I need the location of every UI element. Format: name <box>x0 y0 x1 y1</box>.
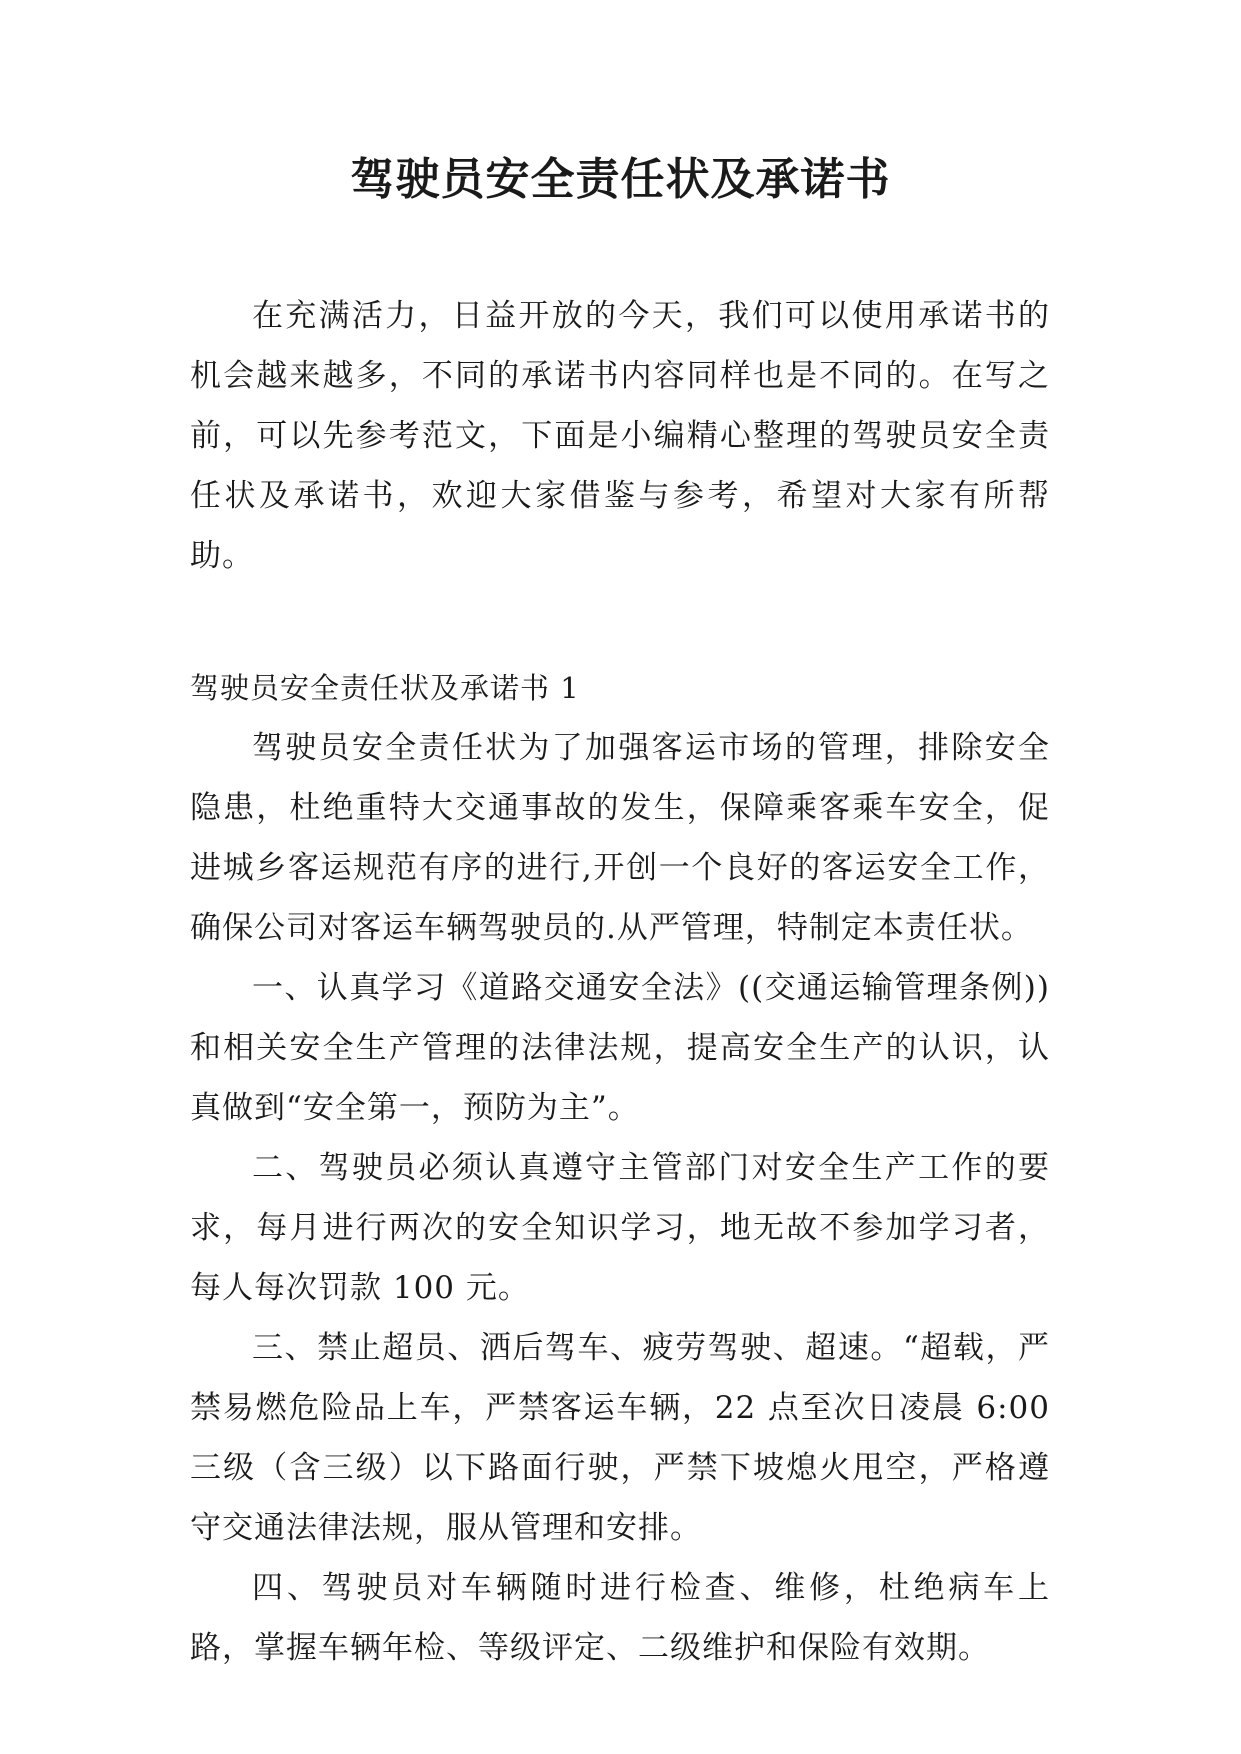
body-paragraph-1: 驾驶员安全责任状为了加强客运市场的管理，排除安全隐患，杜绝重特大交通事故的发生，保障乘客乘车安全，促进城乡客运规范有序的进行,开创一个良好的客运安全工作，确保公司对客运车辆驾驶员的.从严管理，特制定本责任状。 <box>190 730 1050 946</box>
body-paragraph-2: 一、认真学习《道路交通安全法》((交通运输管理条例))和相关安全生产管理的法律法规，提高安全生产的认识，认真做到“安全第一，预防为主”。 <box>190 970 1050 1126</box>
body-paragraph-3: 二、驾驶员必须认真遵守主管部门对安全生产工作的要求，每月进行两次的安全知识学习，地无故不参加学习者，每人每次罚款 100 元。 <box>190 1150 1050 1306</box>
document-body <box>190 286 1050 1678</box>
body-paragraph-4: 三、禁止超员、洒后驾车、疲劳驾驶、超速。“超载，严禁易燃危险品上车，严禁客运车辆，22 点至次日凌晨 6:00 三级（含三级）以下路面行驶，严禁下坡熄火甩空，严格遵守交通法律法规，服从管理和安排。 <box>190 1330 1050 1546</box>
document-title: 驾驶员安全责任状及承诺书 <box>350 154 891 205</box>
intro-paragraph: 在充满活力，日益开放的今天，我们可以使用承诺书的机会越来越多，不同的承诺书内容同样也是不同的。在写之前，可以先参考范文，下面是小编精心整理的驾驶员安全责任状及承诺书，欢迎大家借鉴与参考，希望对大家有所帮助。 <box>190 298 1050 574</box>
body-paragraph-5: 四、驾驶员对车辆随时进行检查、维修，杜绝病车上路，掌握车辆年检、等级评定、二级维护和保险有效期。 <box>190 1570 1050 1666</box>
spacer <box>190 586 1050 658</box>
section-heading: 驾驶员安全责任状及承诺书 1 <box>190 671 580 705</box>
